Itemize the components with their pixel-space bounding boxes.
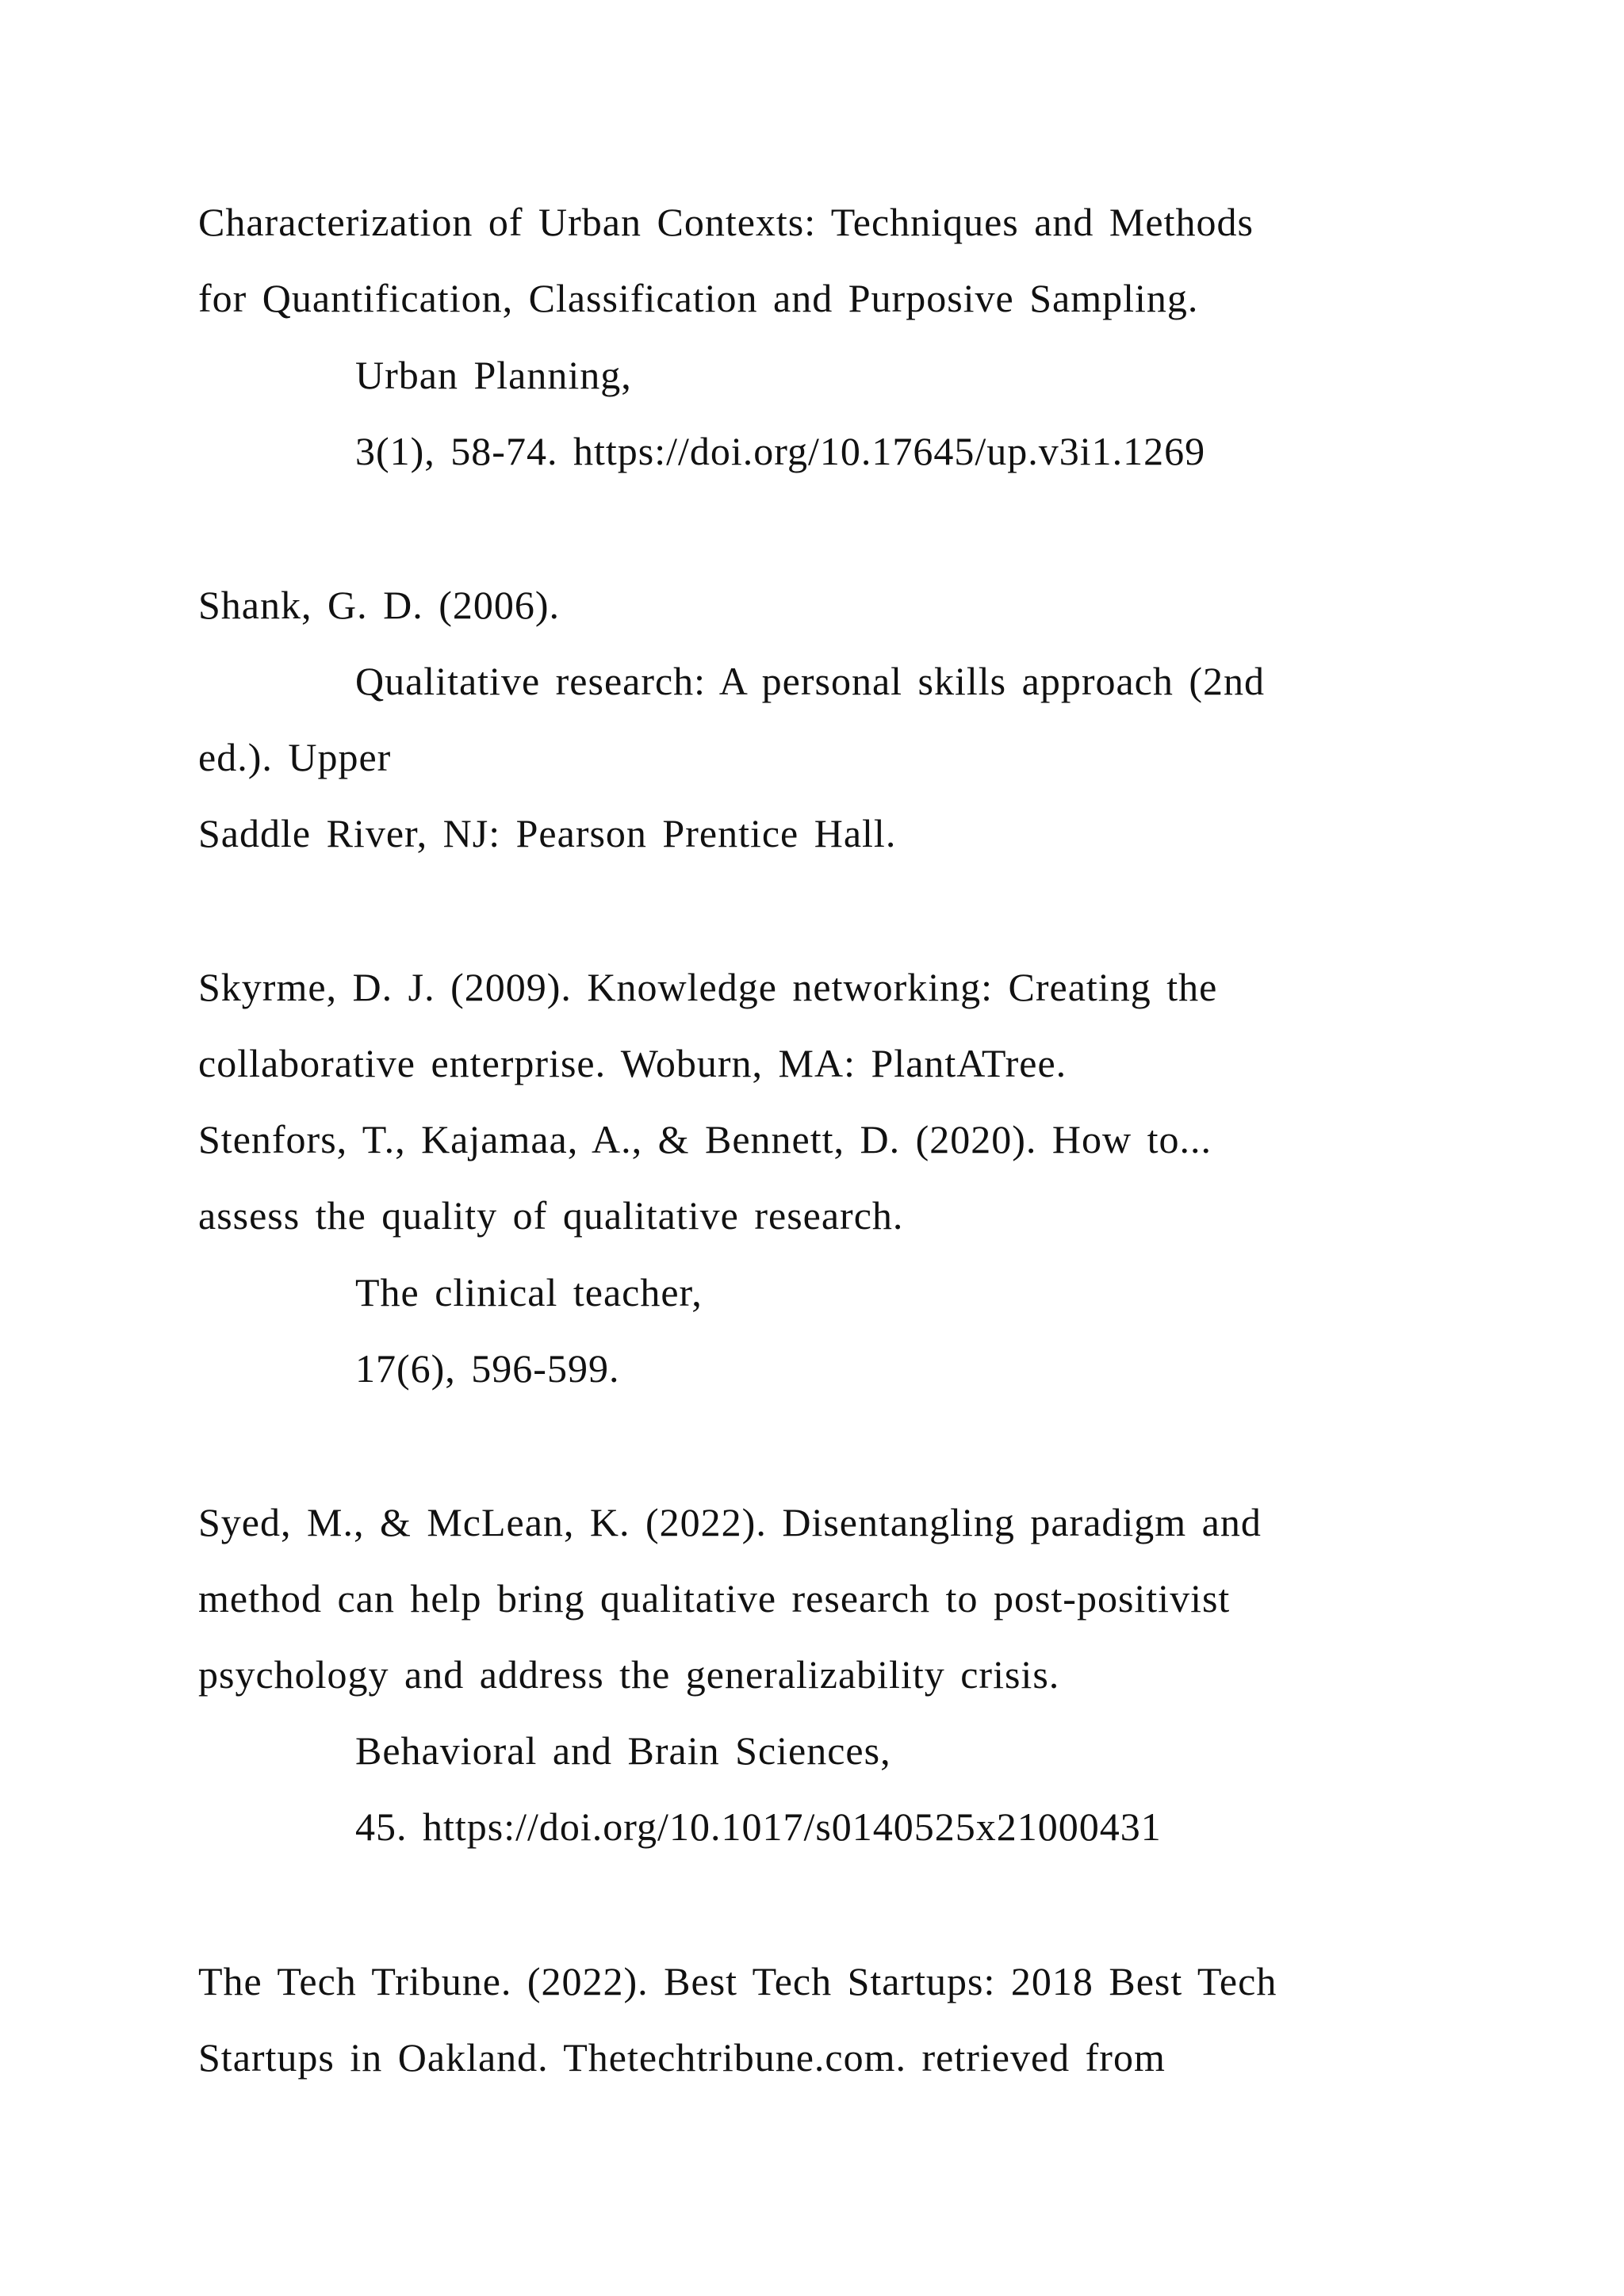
reference-line: Shank, G. D. (2006). bbox=[198, 583, 561, 627]
reference-line: 17(6), 596-599. bbox=[355, 1346, 620, 1391]
reference-line: Saddle River, NJ: Pearson Prentice Hall. bbox=[198, 811, 897, 855]
reference-line: assess the quality of qualitative research. bbox=[198, 1193, 904, 1238]
reference-line: collaborative enterprise. Woburn, MA: PlantATree. bbox=[198, 1041, 1067, 1085]
reference-line: Urban Planning, bbox=[355, 353, 632, 397]
reference-line: Syed, M., & McLean, K. (2022). Disentangling paradigm and bbox=[198, 1500, 1262, 1544]
reference-line: for Quantification, Classification and Purposive Sampling. bbox=[198, 276, 1199, 320]
reference-line: Startups in Oakland. Thetechtribune.com. retrieved from bbox=[198, 2035, 1166, 2080]
reference-line: The clinical teacher, bbox=[355, 1270, 703, 1314]
reference-line: The Tech Tribune. (2022). Best Tech Startups: 2018 Best Tech bbox=[198, 1959, 1277, 2003]
reference-line: Stenfors, T., Kajamaa, A., & Bennett, D. (2020). How to... bbox=[198, 1117, 1212, 1161]
reference-line: 45. https://doi.org/10.1017/s0140525x21000431 bbox=[355, 1804, 1162, 1849]
reference-line: Qualitative research: A personal skills approach (2nd bbox=[355, 659, 1266, 703]
reference-line: Skyrme, D. J. (2009). Knowledge networking: Creating the bbox=[198, 965, 1218, 1009]
reference-line: ed.). Upper bbox=[198, 735, 392, 779]
reference-line: Characterization of Urban Contexts: Techniques and Methods bbox=[198, 200, 1254, 244]
reference-line: method can help bring qualitative research to post-positivist bbox=[198, 1576, 1231, 1621]
reference-line: 3(1), 58-74. https://doi.org/10.17645/up.v3i1.1269 bbox=[355, 429, 1206, 473]
reference-line: psychology and address the generalizability crisis. bbox=[198, 1652, 1060, 1697]
reference-line: Behavioral and Brain Sciences, bbox=[355, 1728, 891, 1773]
